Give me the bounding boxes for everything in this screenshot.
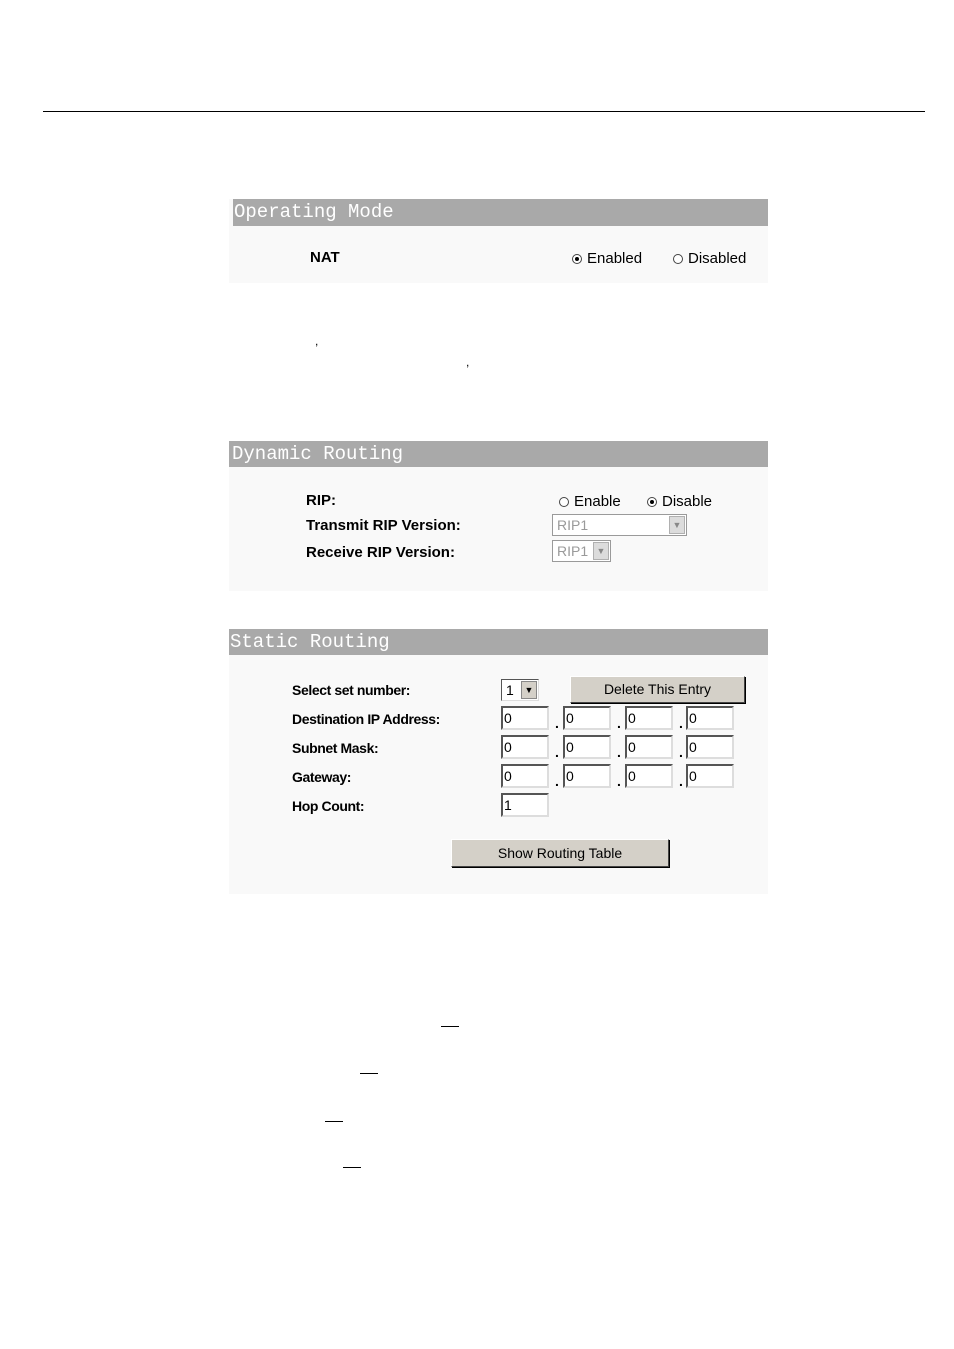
subnet-mask-octet-4[interactable]: 0 bbox=[686, 735, 734, 759]
rip-disable-label: Disable bbox=[662, 493, 713, 510]
gateway-octet-3[interactable]: 0 bbox=[625, 764, 673, 788]
receive-rip-select[interactable] bbox=[552, 540, 611, 562]
ip-dot: . bbox=[617, 715, 621, 731]
ip-dot: . bbox=[555, 715, 559, 731]
ip-dot: . bbox=[617, 744, 621, 760]
dynamic-routing-panel bbox=[229, 441, 768, 591]
rip-label: RIP: bbox=[306, 492, 336, 509]
ip-dot: . bbox=[679, 773, 683, 789]
ip-dot: . bbox=[617, 773, 621, 789]
gateway-label: Gateway: bbox=[292, 769, 352, 785]
static-routing-panel bbox=[229, 629, 768, 894]
underline-blank bbox=[441, 1026, 459, 1027]
radio-unselected-icon bbox=[559, 497, 569, 507]
transmit-rip-label: Transmit RIP Version: bbox=[306, 517, 461, 534]
nat-label: NAT bbox=[310, 249, 340, 266]
set-number-value: 1 bbox=[506, 682, 514, 698]
set-number-select[interactable] bbox=[501, 679, 539, 701]
destination-ip-octet-2[interactable]: 0 bbox=[563, 706, 611, 730]
chevron-down-icon: ▼ bbox=[593, 542, 609, 560]
comma-mark: , bbox=[466, 355, 470, 369]
transmit-rip-select[interactable] bbox=[552, 514, 687, 536]
rip-enable-label: Enable bbox=[574, 493, 621, 510]
ip-dot: . bbox=[555, 773, 559, 789]
ip-dot: . bbox=[679, 744, 683, 760]
nat-disabled-label: Disabled bbox=[688, 250, 747, 267]
hop-count-label: Hop Count: bbox=[292, 798, 365, 814]
receive-rip-value: RIP1 bbox=[557, 543, 589, 559]
nat-enabled-radio[interactable] bbox=[572, 250, 642, 267]
subnet-mask-octet-2[interactable]: 0 bbox=[563, 735, 611, 759]
hop-count-input[interactable]: 1 bbox=[501, 793, 549, 817]
receive-rip-label: Receive RIP Version: bbox=[306, 544, 455, 561]
header-rule bbox=[43, 111, 925, 112]
transmit-rip-value: RIP1 bbox=[557, 517, 589, 533]
rip-disable-radio[interactable] bbox=[647, 493, 712, 510]
radio-selected-icon bbox=[647, 497, 657, 507]
operating-mode-panel bbox=[229, 199, 768, 283]
set-number-label: Select set number: bbox=[292, 682, 411, 698]
radio-unselected-icon bbox=[673, 254, 683, 264]
chevron-down-icon: ▼ bbox=[669, 516, 685, 534]
underline-blank bbox=[325, 1121, 343, 1122]
gateway-octet-1[interactable]: 0 bbox=[501, 764, 549, 788]
subnet-mask-label: Subnet Mask: bbox=[292, 740, 379, 756]
ip-dot: . bbox=[555, 744, 559, 760]
comma-mark: , bbox=[315, 334, 319, 348]
chevron-down-icon: ▼ bbox=[521, 681, 537, 699]
nat-enabled-label: Enabled bbox=[587, 250, 643, 267]
destination-ip-octet-3[interactable]: 0 bbox=[625, 706, 673, 730]
destination-ip-octet-4[interactable]: 0 bbox=[686, 706, 734, 730]
subnet-mask-octet-1[interactable]: 0 bbox=[501, 735, 549, 759]
nat-disabled-radio[interactable] bbox=[673, 250, 746, 267]
radio-selected-icon bbox=[572, 254, 582, 264]
delete-entry-button[interactable]: Delete This Entry bbox=[570, 676, 745, 703]
static-routing-title: Static Routing bbox=[229, 629, 768, 655]
operating-mode-title: Operating Mode bbox=[233, 199, 768, 226]
subnet-mask-octet-3[interactable]: 0 bbox=[625, 735, 673, 759]
show-routing-table-button[interactable]: Show Routing Table bbox=[451, 839, 669, 867]
gateway-octet-4[interactable]: 0 bbox=[686, 764, 734, 788]
ip-dot: . bbox=[679, 715, 683, 731]
destination-ip-octet-1[interactable]: 0 bbox=[501, 706, 549, 730]
underline-blank bbox=[360, 1073, 378, 1074]
rip-enable-radio[interactable] bbox=[559, 493, 621, 510]
underline-blank bbox=[343, 1167, 361, 1168]
dynamic-routing-title: Dynamic Routing bbox=[229, 441, 768, 467]
gateway-octet-2[interactable]: 0 bbox=[563, 764, 611, 788]
destination-ip-label: Destination IP Address: bbox=[292, 711, 440, 727]
